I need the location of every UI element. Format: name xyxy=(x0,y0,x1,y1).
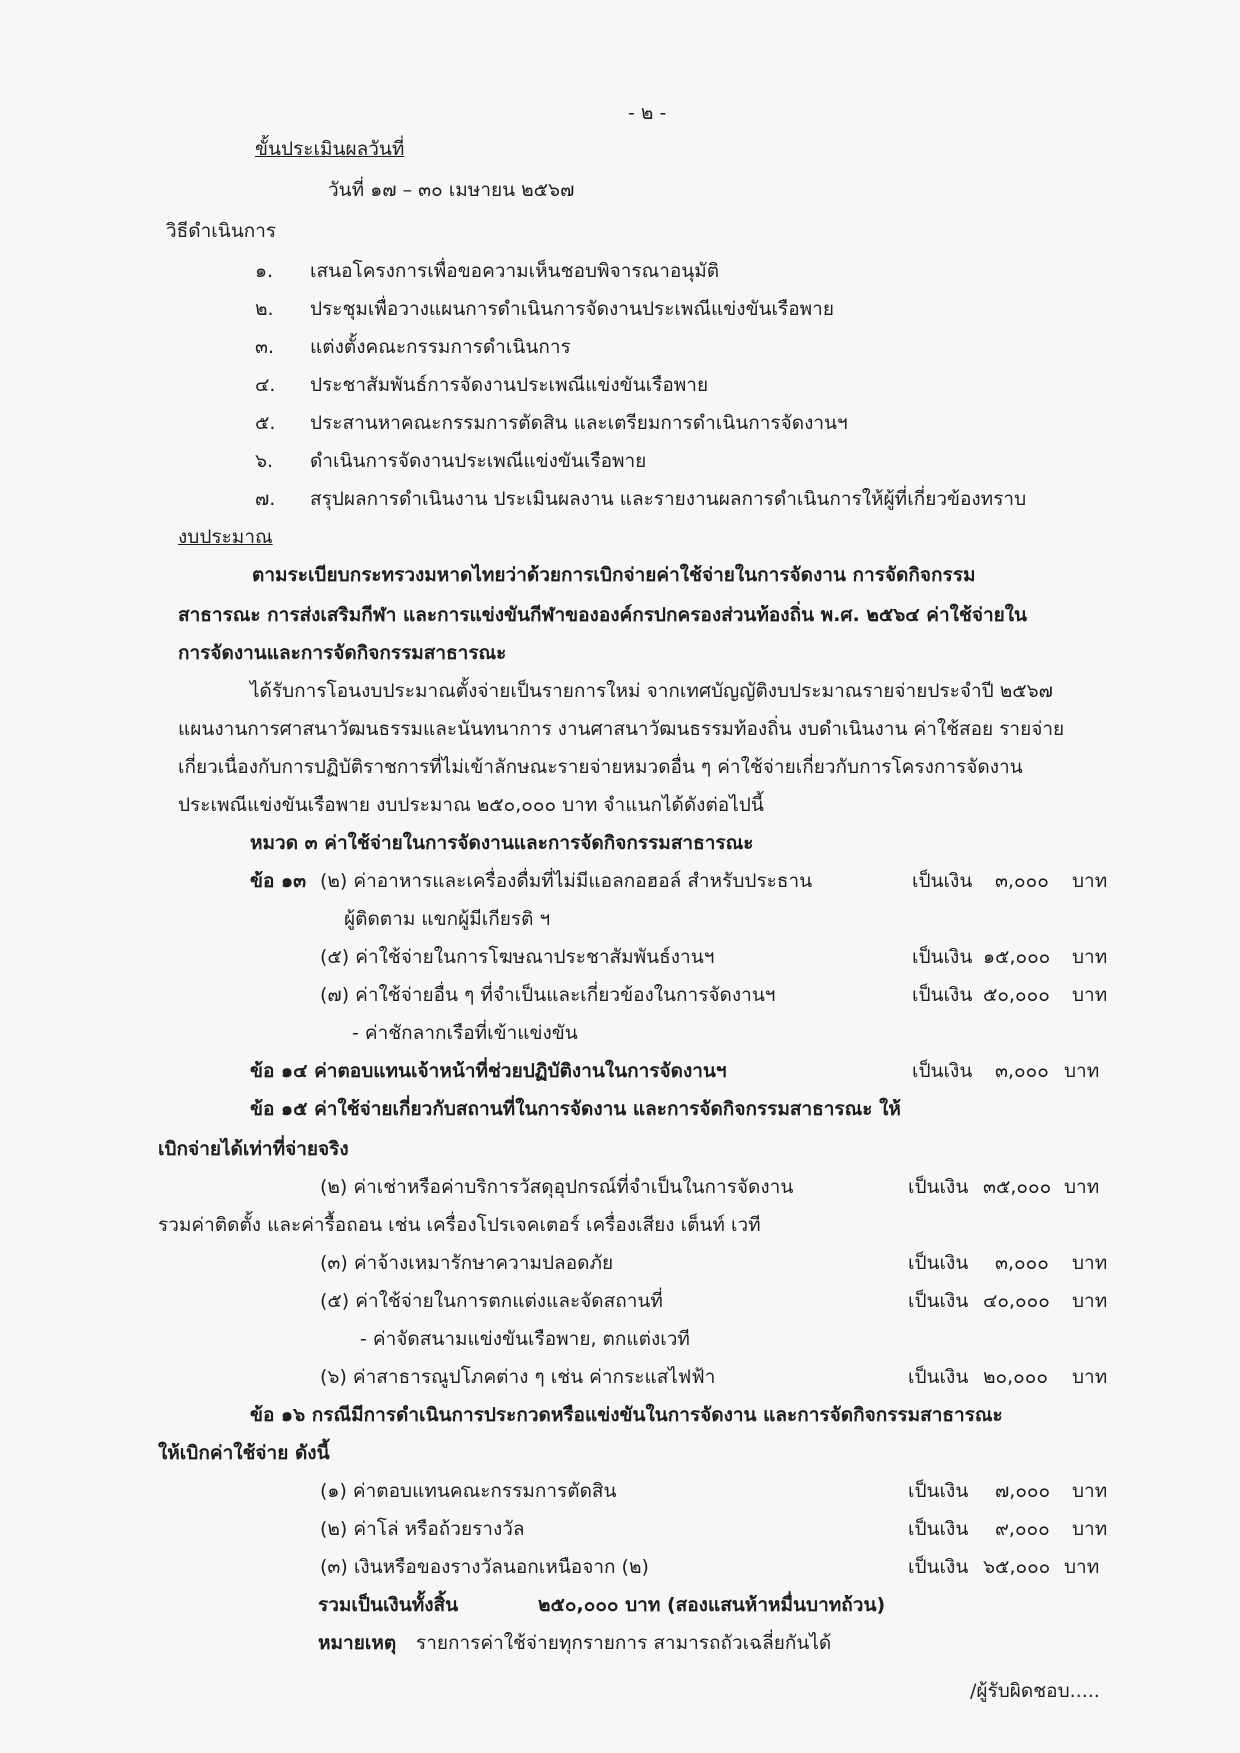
amount-prefix: เป็นเงิน xyxy=(912,984,973,1006)
amount-prefix: เป็นเงิน xyxy=(912,1060,973,1082)
clause-15-line-2: เบิกจ่ายได้เท่าที่จ่ายจริง xyxy=(158,1138,349,1160)
transfer-line: เกี่ยวเนื่องกับการปฏิบัติราชการที่ไม่เข้าลักษณะรายจ่ายหมวดอื่น ๆ ค่าใช้จ่ายเกี่ยวกับการโครงการจัดงาน xyxy=(178,756,1023,778)
clause-15-item-2-continued: รวมค่าติดตั้ง และค่ารื้อถอน เช่น เครื่องโปรเจคเตอร์ เครื่องเสียง เต็นท์ เวที xyxy=(158,1214,761,1236)
method-text: สรุปผลการดำเนินงาน ประเมินผลงาน และรายงานผลการดำเนินการให้ผู้ที่เกี่ยวข้องทราบ xyxy=(310,488,1027,510)
amount-prefix: เป็นเงิน xyxy=(908,1176,969,1198)
method-number: ๖. xyxy=(255,450,274,472)
amount-value: ๓๕,๐๐๐ xyxy=(983,1176,1052,1198)
clause-13-item-2-continued: ผู้ติดตาม แขกผู้มีเกียรติ ฯ xyxy=(344,908,551,930)
method-number: ๔. xyxy=(255,374,276,396)
amount-value: ๕๐,๐๐๐ xyxy=(983,984,1050,1006)
clause-15-item-6: (๖) ค่าสาธารณูปโภคต่าง ๆ เช่น ค่ากระแสไฟฟ้า xyxy=(320,1366,716,1388)
total-amount: ๒๕๐,๐๐๐ บาท (สองแสนห้าหมื่นบาทถ้วน) xyxy=(538,1594,886,1616)
method-text: ประชาสัมพันธ์การจัดงานประเพณีแข่งขันเรือพาย xyxy=(310,374,709,396)
amount-value: ๑๕,๐๐๐ xyxy=(983,946,1051,968)
clause-14: ข้อ ๑๔ ค่าตอบแทนเจ้าหน้าที่ช่วยปฏิบัติงานในการจัดงานฯ xyxy=(250,1060,727,1082)
amount-prefix: เป็นเงิน xyxy=(908,1290,969,1312)
clause-16-item-3: (๓) เงินหรือของรางวัลนอกเหนือจาก (๒) xyxy=(320,1556,649,1578)
evaluation-heading: ขั้นประเมินผลวันที่ xyxy=(255,138,405,160)
method-text: เสนอโครงการเพื่อขอความเห็นชอบพิจารณาอนุมัติ xyxy=(310,260,720,282)
methods-heading: วิธีดำเนินการ xyxy=(166,220,277,242)
amount-currency: บาท xyxy=(1064,1060,1100,1082)
clause-16-line-1: ข้อ ๑๖ กรณีมีการดำเนินการประกวดหรือแข่งขันในการจัดงาน และการจัดกิจกรรมสาธารณะ xyxy=(250,1404,1003,1426)
amount-value: ๖๕,๐๐๐ xyxy=(983,1556,1051,1578)
amount-value: ๓,๐๐๐ xyxy=(995,1060,1049,1082)
clause-15-item-2: (๒) ค่าเช่าหรือค่าบริการวัสดุอุปกรณ์ที่จำเป็นในการจัดงาน xyxy=(320,1176,794,1198)
amount-currency: บาท xyxy=(1072,1290,1108,1312)
clause-15-item-5: (๕) ค่าใช้จ่ายในการตกแต่งและจัดสถานที่ xyxy=(320,1290,663,1312)
method-text: ดำเนินการจัดงานประเพณีแข่งขันเรือพาย xyxy=(310,450,647,472)
regulation-line: การจัดงานและการจัดกิจกรรมสาธารณะ xyxy=(178,642,507,664)
method-number: ๕. xyxy=(255,412,276,434)
amount-prefix: เป็นเงิน xyxy=(912,946,973,968)
clause-16-line-2: ให้เบิกค่าใช้จ่าย ดังนี้ xyxy=(158,1442,330,1464)
method-text: ประสานหาคณะกรรมการตัดสิน และเตรียมการดำเนินการจัดงานฯ xyxy=(310,412,848,434)
budget-heading: งบประมาณ xyxy=(178,526,273,548)
amount-currency: บาท xyxy=(1064,1176,1100,1198)
amount-currency: บาท xyxy=(1064,1556,1100,1578)
note-text: รายการค่าใช้จ่ายทุกรายการ สามารถถัวเฉลี่ยกันได้ xyxy=(416,1632,832,1654)
amount-currency: บาท xyxy=(1072,1480,1108,1502)
method-number: ๓. xyxy=(255,336,275,358)
amount-value: ๓,๐๐๐ xyxy=(995,1252,1049,1274)
continuation-marker: /ผู้รับผิดชอบ..... xyxy=(970,1680,1100,1702)
transfer-line: แผนงานการศาสนาวัฒนธรรมและนันทนาการ งานศาสนาวัฒนธรรมท้องถิ่น งบดำเนินงาน ค่าใช้สอย รายจ่าย xyxy=(178,718,1065,740)
transfer-line: ประเพณีแข่งขันเรือพาย งบประมาณ ๒๕๐,๐๐๐ บาท จำแนกได้ดังต่อไปนี้ xyxy=(178,794,764,816)
amount-prefix: เป็นเงิน xyxy=(908,1556,969,1578)
clause-13-item-2: (๒) ค่าอาหารและเครื่องดื่มที่ไม่มีแอลกอฮอล์ สำหรับประธาน xyxy=(320,870,813,892)
amount-prefix: เป็นเงิน xyxy=(908,1480,969,1502)
clause-16-item-1: (๑) ค่าตอบแทนคณะกรรมการตัดสิน xyxy=(320,1480,617,1502)
amount-prefix: เป็นเงิน xyxy=(908,1518,969,1540)
total-label: รวมเป็นเงินทั้งสิ้น xyxy=(318,1594,459,1616)
amount-value: ๙,๐๐๐ xyxy=(995,1518,1050,1540)
method-text: ประชุมเพื่อวางแผนการดำเนินการจัดงานประเพณีแข่งขันเรือพาย xyxy=(310,298,834,320)
amount-currency: บาท xyxy=(1072,1252,1108,1274)
amount-value: ๔๐,๐๐๐ xyxy=(983,1290,1050,1312)
amount-prefix: เป็นเงิน xyxy=(912,870,973,892)
amount-currency: บาท xyxy=(1072,870,1108,892)
amount-prefix: เป็นเงิน xyxy=(908,1366,969,1388)
amount-currency: บาท xyxy=(1072,1366,1108,1388)
amount-prefix: เป็นเงิน xyxy=(908,1252,969,1274)
method-number: ๒. xyxy=(255,298,274,320)
evaluation-date: วันที่ ๑๗ – ๓๐ เมษายน ๒๕๖๗ xyxy=(328,179,575,201)
regulation-line: ตามระเบียบกระทรวงมหาดไทยว่าด้วยการเบิกจ่ายค่าใช้จ่ายในการจัดงาน การจัดกิจกรรม xyxy=(252,564,976,586)
amount-currency: บาท xyxy=(1072,1518,1108,1540)
clause-13-item-5: (๕) ค่าใช้จ่ายในการโฆษณาประชาสัมพันธ์งานฯ xyxy=(320,946,715,968)
clause-13-label: ข้อ ๑๓ xyxy=(250,870,307,892)
clause-15-item-5-sub: - ค่าจัดสนามแข่งขันเรือพาย, ตกแต่งเวที xyxy=(360,1328,690,1350)
note-label: หมายเหตุ xyxy=(318,1632,397,1654)
amount-currency: บาท xyxy=(1072,946,1108,968)
transfer-line: ได้รับการโอนงบประมาณตั้งจ่ายเป็นรายการใหม่ จากเทศบัญญัติงบประมาณรายจ่ายประจำปี ๒๕๖๗ xyxy=(250,680,1053,702)
regulation-line: สาธารณะ การส่งเสริมกีฬา และการแข่งขันกีฬาขององค์กรปกครองส่วนท้องถิ่น พ.ศ. ๒๕๖๔ ค่าใช้จ่ายใน xyxy=(178,604,1028,626)
method-number: ๑. xyxy=(255,260,274,282)
clause-13-item-7: (๗) ค่าใช้จ่ายอื่น ๆ ที่จำเป็นและเกี่ยวข้องในการจัดงานฯ xyxy=(320,984,776,1006)
amount-value: ๗,๐๐๐ xyxy=(995,1480,1051,1502)
method-text: แต่งตั้งคณะกรรมการดำเนินการ xyxy=(310,336,571,358)
amount-value: ๓,๐๐๐ xyxy=(995,870,1049,892)
amount-value: ๒๐,๐๐๐ xyxy=(983,1366,1048,1388)
budget-category: หมวด ๓ ค่าใช้จ่ายในการจัดงานและการจัดกิจกรรมสาธารณะ xyxy=(250,832,754,854)
method-number: ๗. xyxy=(255,488,276,510)
page-number: - ๒ - xyxy=(628,102,667,124)
amount-currency: บาท xyxy=(1072,984,1108,1006)
clause-13-item-7-sub: - ค่าชักลากเรือที่เข้าแข่งขัน xyxy=(352,1022,578,1044)
clause-15-line-1: ข้อ ๑๕ ค่าใช้จ่ายเกี่ยวกับสถานที่ในการจัดงาน และการจัดกิจกรรมสาธารณะ ให้ xyxy=(250,1098,901,1120)
clause-15-item-3: (๓) ค่าจ้างเหมารักษาความปลอดภัย xyxy=(320,1252,614,1274)
clause-16-item-2: (๒) ค่าโล่ หรือถ้วยรางวัล xyxy=(320,1518,525,1540)
